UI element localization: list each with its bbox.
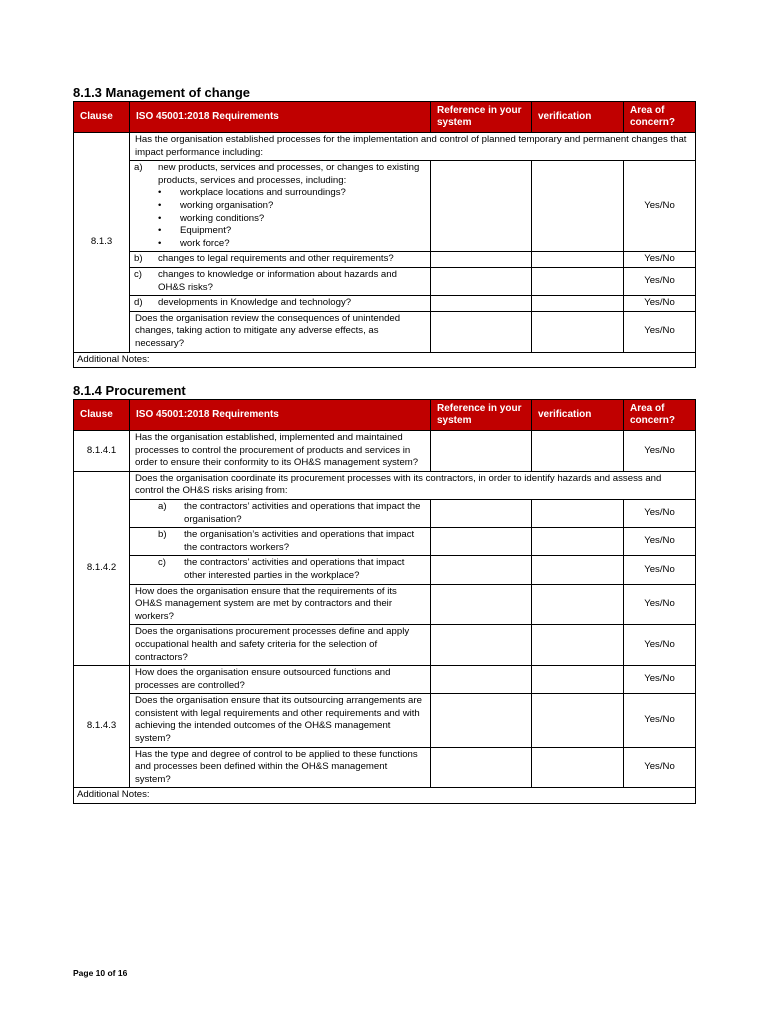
- table-row: [74, 311, 696, 352]
- section-title-procurement: 8.1.4 Procurement: [73, 383, 186, 398]
- reference-cell[interactable]: [431, 311, 532, 352]
- header-clause: Clause: [74, 102, 130, 133]
- requirement-text: How does the organisation ensure that the requirements of its OH&S management system are met by contractors and their workers?: [130, 584, 431, 625]
- header-requirements: ISO 45001:2018 Requirements: [130, 102, 431, 133]
- additional-notes[interactable]: Additional Notes:: [74, 352, 696, 368]
- verification-cell[interactable]: [532, 252, 624, 268]
- table-row: [74, 267, 696, 295]
- clause-cell: 8.1.3: [74, 133, 130, 353]
- concern-answer[interactable]: Yes/No: [624, 747, 696, 788]
- requirement-text: How does the organisation ensure outsourced functions and processes are controlled?: [130, 666, 431, 694]
- concern-answer[interactable]: Yes/No: [624, 584, 696, 625]
- requirement-item-c: [130, 556, 431, 584]
- procurement-table: [73, 399, 696, 804]
- verification-cell[interactable]: [532, 747, 624, 788]
- item-text: the organisation’s activities and operations that impact the contractors workers?: [184, 529, 415, 553]
- table-row: [74, 252, 696, 268]
- reference-cell[interactable]: [431, 694, 532, 747]
- management-of-change-table: [73, 101, 696, 368]
- reference-cell[interactable]: [431, 584, 532, 625]
- requirement-item-a: [130, 499, 431, 527]
- concern-answer[interactable]: Yes/No: [624, 252, 696, 268]
- verification-cell[interactable]: [532, 556, 624, 584]
- verification-cell[interactable]: [532, 666, 624, 694]
- header-concern: Area of concern?: [624, 400, 696, 431]
- item-text: the contractors’ activities and operations that impact other interested parties in the workplace?: [184, 557, 405, 581]
- table-row: [74, 694, 696, 747]
- concern-answer[interactable]: Yes/No: [624, 528, 696, 556]
- bullet-list: [134, 187, 426, 250]
- reference-cell[interactable]: [431, 625, 532, 666]
- item-letter: c): [158, 557, 166, 569]
- table-row: [74, 666, 696, 694]
- list-item: • workplace locations and surroundings?: [158, 187, 426, 200]
- table-row: [74, 296, 696, 312]
- verification-cell[interactable]: [532, 694, 624, 747]
- clause-cell: 8.1.4.2: [74, 471, 130, 665]
- concern-answer[interactable]: Yes/No: [624, 694, 696, 747]
- concern-answer[interactable]: Yes/No: [624, 267, 696, 295]
- reference-cell[interactable]: [431, 528, 532, 556]
- reference-cell[interactable]: [431, 161, 532, 252]
- table-header-row: [74, 400, 696, 431]
- item-text: changes to knowledge or information about hazards and OH&S risks?: [158, 268, 397, 293]
- reference-cell[interactable]: [431, 666, 532, 694]
- item-letter: b): [134, 253, 143, 265]
- item-letter: a): [134, 162, 143, 174]
- reference-cell[interactable]: [431, 499, 532, 527]
- reference-cell[interactable]: [431, 556, 532, 584]
- requirement-text: Has the type and degree of control to be applied to these functions and processes been defined within the OH&S management system?: [130, 747, 431, 788]
- requirement-item-b: [130, 528, 431, 556]
- verification-cell[interactable]: [532, 625, 624, 666]
- requirement-text: Does the organisation ensure that its outsourcing arrangements are consistent with legal requirements and other requirements and with achieving the intended outcomes of the OH&S management system?: [130, 694, 431, 747]
- section-title-management-of-change: 8.1.3 Management of change: [73, 85, 250, 100]
- header-clause: Clause: [74, 400, 130, 431]
- header-verification: verification: [532, 102, 624, 133]
- header-reference: Reference in your system: [431, 102, 532, 133]
- table-row: [74, 584, 696, 625]
- clause-cell: 8.1.4.1: [74, 431, 130, 472]
- reference-cell[interactable]: [431, 431, 532, 472]
- reference-cell[interactable]: [431, 267, 532, 295]
- verification-cell[interactable]: [532, 431, 624, 472]
- item-text: developments in Knowledge and technology?: [158, 297, 352, 309]
- clause-cell: 8.1.4.3: [74, 666, 130, 788]
- notes-row: [74, 352, 696, 368]
- item-text: new products, services and processes, or changes to existing products, services and processes, including:: [158, 162, 420, 186]
- table-row: [74, 528, 696, 556]
- concern-answer[interactable]: Yes/No: [624, 499, 696, 527]
- table-row: [74, 556, 696, 584]
- list-item: • Equipment?: [158, 225, 426, 238]
- requirement-item-a: [130, 161, 431, 252]
- concern-answer[interactable]: Yes/No: [624, 161, 696, 252]
- header-requirements: ISO 45001:2018 Requirements: [130, 400, 431, 431]
- item-letter: a): [158, 500, 167, 512]
- verification-cell[interactable]: [532, 267, 624, 295]
- requirement-intro: Does the organisation coordinate its procurement processes with its contractors, in order to identify hazards and assess and control the OH&S risks arising from:: [130, 471, 696, 499]
- requirement-intro: Has the organisation established processes for the implementation and control of planned temporary and permanent changes that impact performance including:: [130, 133, 696, 161]
- requirement-item-b: [130, 252, 431, 268]
- table-row: [74, 747, 696, 788]
- table-row: [74, 471, 696, 499]
- concern-answer[interactable]: Yes/No: [624, 311, 696, 352]
- requirement-review: Does the organisation review the consequences of unintended changes, taking action to mitigate any adverse effects, as necessary?: [130, 311, 431, 352]
- verification-cell[interactable]: [532, 584, 624, 625]
- table-row: [74, 625, 696, 666]
- item-letter: b): [158, 529, 167, 541]
- additional-notes[interactable]: Additional Notes:: [74, 788, 696, 804]
- item-letter: d): [134, 297, 143, 309]
- notes-row: [74, 788, 696, 804]
- verification-cell[interactable]: [532, 161, 624, 252]
- item-text: the contractors’ activities and operations that impact the organisation?: [184, 500, 421, 525]
- table-header-row: [74, 102, 696, 133]
- reference-cell[interactable]: [431, 252, 532, 268]
- reference-cell[interactable]: [431, 296, 532, 312]
- item-letter: c): [134, 268, 142, 280]
- requirement-text: Has the organisation established, implemented and maintained processes to control the procurement of products and services in order to ensure their conformity to its OH&S management system?: [130, 431, 431, 472]
- verification-cell[interactable]: [532, 499, 624, 527]
- header-concern: Area of concern?: [624, 102, 696, 133]
- concern-answer[interactable]: Yes/No: [624, 296, 696, 312]
- list-item: • work force?: [158, 238, 426, 251]
- concern-answer[interactable]: Yes/No: [624, 431, 696, 472]
- verification-cell[interactable]: [532, 528, 624, 556]
- table-row: [74, 133, 696, 161]
- verification-cell[interactable]: [532, 296, 624, 312]
- page-number: Page 10 of 16: [73, 968, 128, 978]
- header-reference: Reference in your system: [431, 400, 532, 431]
- concern-answer[interactable]: Yes/No: [624, 556, 696, 584]
- list-item: • working conditions?: [158, 213, 426, 226]
- list-item: • working organisation?: [158, 200, 426, 213]
- requirement-text: Does the organisations procurement processes define and apply occupational health and safety criteria for the selection of contractors?: [130, 625, 431, 666]
- concern-answer[interactable]: Yes/No: [624, 625, 696, 666]
- requirement-item-c: [130, 267, 431, 295]
- table-row: [74, 161, 696, 252]
- concern-answer[interactable]: Yes/No: [624, 666, 696, 694]
- requirement-item-d: [130, 296, 431, 312]
- verification-cell[interactable]: [532, 311, 624, 352]
- table-row: [74, 499, 696, 527]
- table-row: [74, 431, 696, 472]
- reference-cell[interactable]: [431, 747, 532, 788]
- header-verification: verification: [532, 400, 624, 431]
- item-text: changes to legal requirements and other requirements?: [158, 253, 394, 265]
